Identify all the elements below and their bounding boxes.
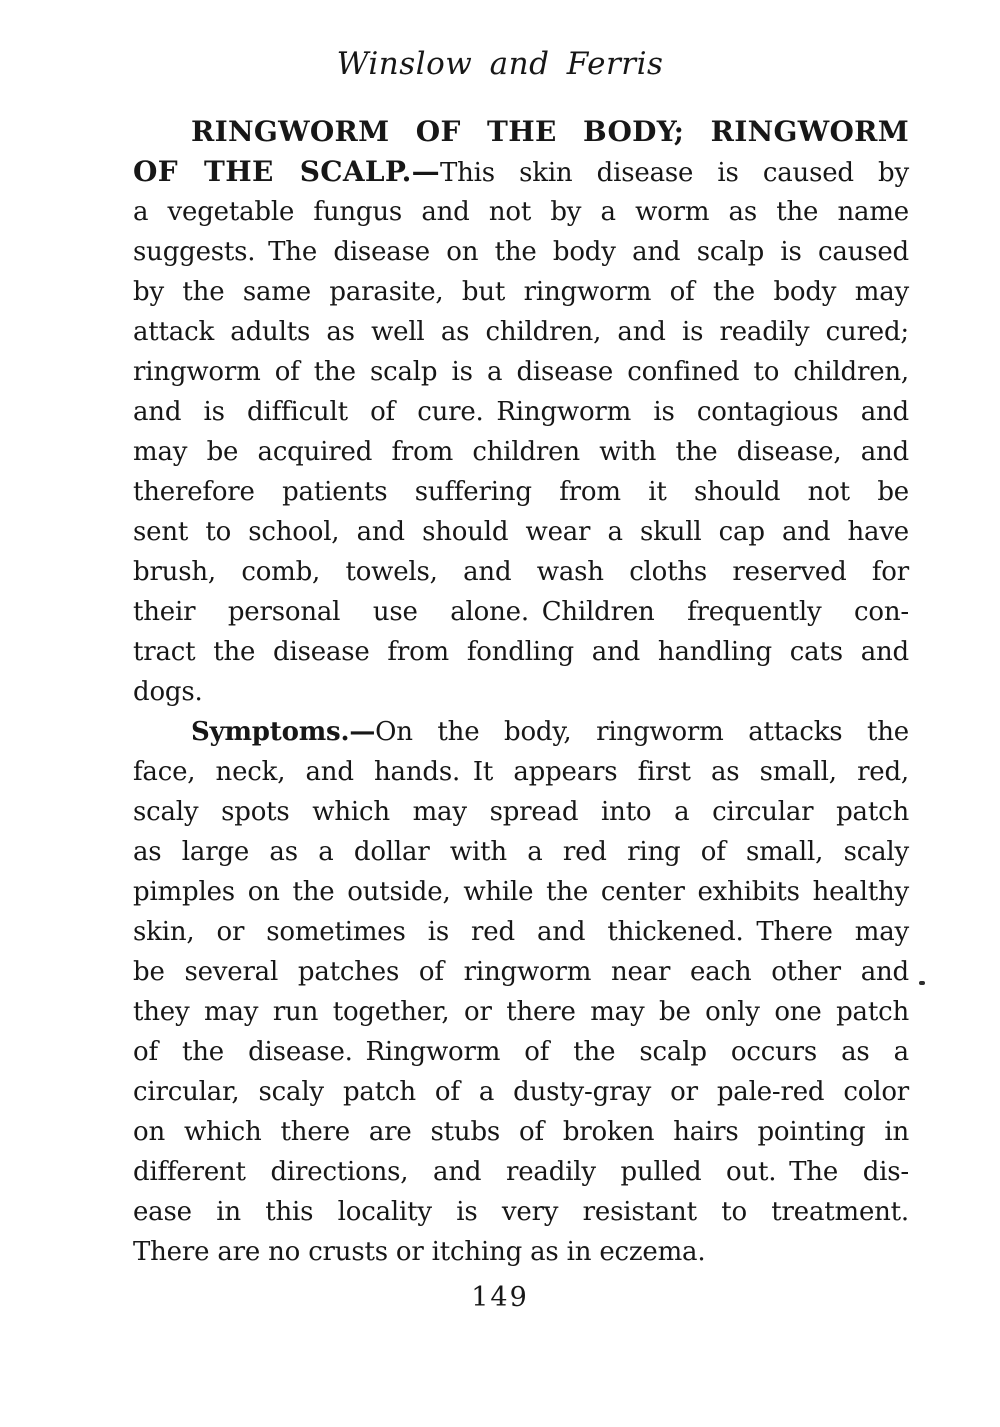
text-line	[133, 992, 909, 1032]
bold-text-segment: RINGWORM OF THE BODY; RINGWORM	[191, 115, 909, 148]
text-line	[133, 592, 909, 632]
text-segment: suggests. The disease on the body and scalp is caused	[133, 237, 909, 267]
page-number: 149	[471, 1282, 529, 1313]
text-line	[133, 792, 909, 832]
text-segment: pimples on the outside, while the center exhibits healthy	[133, 877, 909, 907]
text-segment: brush, comb, towels, and wash cloths reserved for	[133, 557, 909, 587]
text-segment: attack adults as well as children, and is readily cured;	[133, 317, 909, 347]
text-segment: circular, scaly patch of a dusty-gray or pale-red color	[133, 1077, 909, 1107]
text-segment: different directions, and readily pulled out. The dis-	[133, 1157, 909, 1187]
bold-text-segment: OF THE SCALP.—	[133, 155, 440, 188]
text-line	[133, 272, 909, 312]
text-line	[133, 1032, 909, 1072]
bold-text-segment: Symptoms.—	[191, 717, 376, 747]
text-segment: may be acquired from children with the disease, and	[133, 437, 909, 467]
text-line	[133, 1232, 909, 1272]
text-segment: scaly spots which may spread into a circular patch	[133, 797, 909, 827]
text-line	[133, 1152, 909, 1192]
text-segment: skin, or sometimes is red and thickened. There may	[133, 917, 909, 947]
text-line	[133, 152, 909, 192]
text-line	[133, 752, 909, 792]
text-segment: ease in this locality is very resistant to treatment.	[133, 1197, 909, 1227]
text-segment: as large as a dollar with a red ring of small, scaly	[133, 837, 909, 867]
text-segment: On the body, ringworm attacks the	[375, 717, 909, 747]
text-line	[133, 232, 909, 272]
text-segment: of the disease. Ringworm of the scalp occurs as a	[133, 1037, 909, 1067]
text-segment: their personal use alone. Children frequently con-	[133, 597, 909, 627]
text-segment: a vegetable fungus and not by a worm as the name	[133, 197, 909, 227]
text-segment: they may run together, or there may be only one patch	[133, 997, 909, 1027]
text-segment: sent to school, and should wear a skull cap and have	[133, 517, 909, 547]
text-line	[133, 952, 909, 992]
body-text	[133, 112, 909, 1272]
text-segment: on which there are stubs of broken hairs pointing in	[133, 1117, 909, 1147]
text-line	[133, 1192, 909, 1232]
text-segment: dogs.	[133, 677, 203, 707]
text-line	[133, 112, 909, 152]
text-segment: and is difficult of cure. Ringworm is contagious and	[133, 397, 909, 427]
text-line	[133, 632, 909, 672]
text-segment: by the same parasite, but ringworm of the body may	[133, 277, 909, 307]
text-segment: tract the disease from fondling and handling cats and	[133, 637, 909, 667]
text-line	[133, 312, 909, 352]
text-line	[133, 1112, 909, 1152]
text-line	[133, 192, 909, 232]
text-segment: face, neck, and hands. It appears first as small, red,	[133, 757, 909, 787]
text-segment: ringworm of the scalp is a disease confined to children,	[133, 357, 909, 387]
text-line	[133, 1072, 909, 1112]
text-segment: be several patches of ringworm near each other and	[133, 957, 909, 987]
text-line	[133, 832, 909, 872]
text-line	[133, 872, 909, 912]
text-line	[133, 912, 909, 952]
text-line	[133, 552, 909, 592]
scan-artifact-dot	[919, 981, 925, 985]
text-line	[133, 472, 909, 512]
text-line	[133, 432, 909, 472]
text-line	[133, 712, 909, 752]
running-head: Winslow and Ferris	[336, 46, 664, 82]
text-segment: therefore patients suffering from it should not be	[133, 477, 909, 507]
text-segment: This skin disease is caused by	[439, 158, 909, 188]
text-line	[133, 672, 909, 712]
text-line	[133, 392, 909, 432]
text-segment: There are no crusts or itching as in eczema.	[133, 1237, 706, 1267]
text-line	[133, 352, 909, 392]
text-line	[133, 512, 909, 552]
